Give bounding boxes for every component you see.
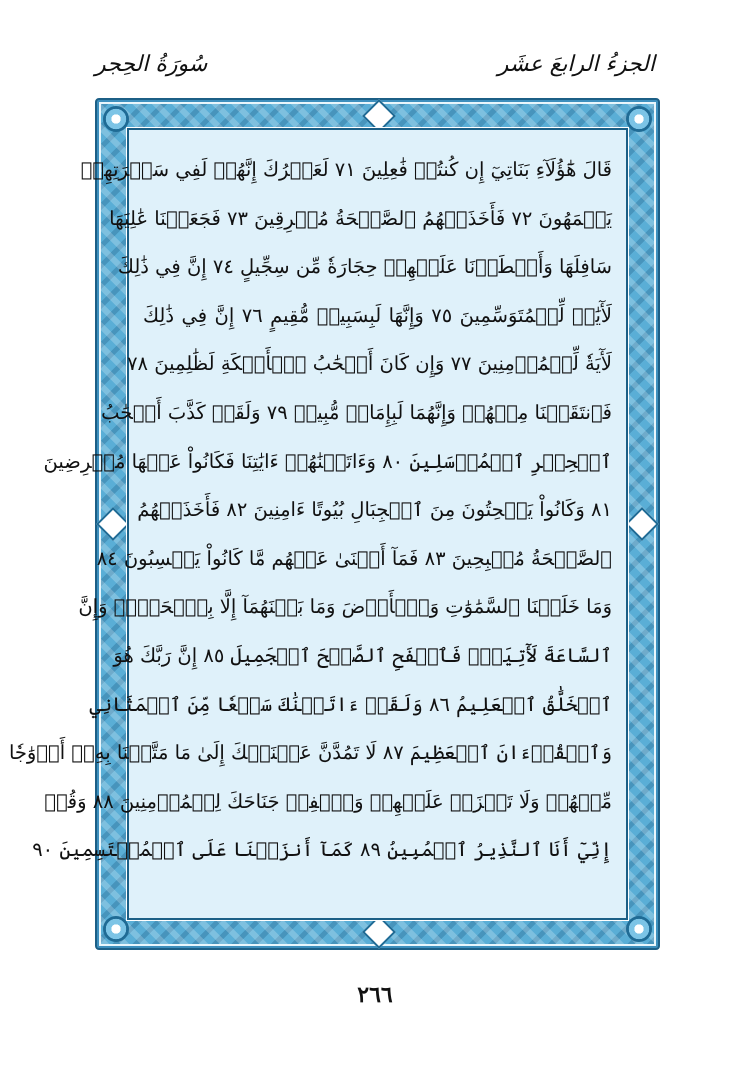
verse-line: ٱلصَّيۡحَةُ مُصۡبِحِينَ ٨٣ فَمَآ أَغۡنَىٰ عَنۡهُم مَّا كَانُواْ يَكۡسِبُونَ ٨٤ [96, 546, 612, 570]
surah-title: سُورَةُ الحِجر [95, 52, 208, 77]
corner-rosette-icon [103, 106, 129, 132]
verse-line: ٱلۡخَلَّٰقُ ٱلۡعَلِيمُ ٨٦ وَلَقَدۡ ءَاتَيۡنَٰكَ سَبۡعٗا مِّنَ ٱلۡمَثَانِي [89, 692, 612, 716]
ornamental-frame [8, 98, 660, 950]
verse-line: إِنِّيٓ أَنَا ٱلنَّذِيرُ ٱلۡمُبِينُ ٨٩ كَمَآ أَنزَلۡنَا عَلَى ٱلۡمُقۡتَسِمِينَ ٩٠ [32, 838, 612, 862]
verse-line: ٱلسَّاعَةَ لَأٓتِيَةٞۖ فَٱصۡفَحِ ٱلصَّفۡحَ ٱلۡجَمِيلَ ٨٥ إِنَّ رَبَّكَ هُوَ [113, 643, 612, 667]
corner-rosette-icon [103, 916, 129, 942]
corner-rosette-icon [626, 916, 652, 942]
text-area [8, 128, 628, 920]
verse-line: سَافِلَهَا وَأَمۡطَرۡنَا عَلَيۡهِمۡ حِجَارَةٗ مِّن سِجِّيلٍ ٧٤ إِنَّ فِي ذَٰلِكَ [117, 255, 612, 279]
verse-line: ٨١ وَكَانُواْ يَنۡحِتُونَ مِنَ ٱلۡجِبَالِ بُيُوتًا ءَامِنِينَ ٨٢ فَأَخَذَتۡهُمُ [137, 498, 612, 522]
verse-line: ٱلۡحِجۡرِ ٱلۡمُرۡسَلِينَ ٨٠ وَءَاتَيۡنَٰهُمۡ ءَايَٰتِنَا فَكَانُواْ عَنۡهَا مُعۡرِضِينَ [43, 449, 612, 473]
verse-line: يَعۡمَهُونَ ٧٢ فَأَخَذَتۡهُمُ ٱلصَّيۡحَةُ مُشۡرِقِينَ ٧٣ فَجَعَلۡنَا عَٰلِيَهَا [109, 206, 612, 230]
page-header [95, 50, 655, 90]
juz-title: الجزءُ الرابعَ عشَر [497, 52, 655, 77]
verse-line: مِّنۡهُمۡ وَلَا تَحۡزَنۡ عَلَيۡهِمۡ وَٱخۡفِضۡ جَنَاحَكَ لِلۡمُؤۡمِنِينَ ٨٨ وَقُلۡ [44, 789, 612, 813]
verse-line: قَالَ هَٰٓؤُلَآءِ بَنَاتِيٓ إِن كُنتُمۡ فَٰعِلِينَ ٧١ لَعَمۡرُكَ إِنَّهُمۡ لَفِي سَكۡرَتِهِمۡ [80, 158, 612, 181]
verse-line: فَٱنتَقَمۡنَا مِنۡهُمۡ وَإِنَّهُمَا لَبِإِمَامٖ مُّبِينٖ ٧٩ وَلَقَدۡ كَذَّبَ أَصۡحَٰبُ [101, 400, 612, 424]
corner-rosette-icon [626, 106, 652, 132]
verse-line: وَمَا خَلَقۡنَا ٱلسَّمَٰوَٰتِ وَٱلۡأَرۡضَ وَمَا بَيۡنَهُمَآ إِلَّا بِٱلۡحَقِّۗ وَإِنَّ [78, 595, 612, 619]
verse-line: وَٱلۡقُرۡءَانَ ٱلۡعَظِيمَ ٨٧ لَا تَمُدَّنَّ عَيۡنَيۡكَ إِلَىٰ مَا مَتَّعۡنَا بِهِۦٓ أَزۡوَٰجٗا [8, 741, 612, 765]
page-number: ٢٦٦ [357, 982, 393, 1008]
verse-line: لَأٓيَٰتٖ لِّلۡمُتَوَسِّمِينَ ٧٥ وَإِنَّهَا لَبِسَبِيلٖ مُّقِيمٍ ٧٦ إِنَّ فِي ذَٰلِكَ [143, 303, 612, 327]
verse-line: لَأٓيَةٗ لِّلۡمُؤۡمِنِينَ ٧٧ وَإِن كَانَ أَصۡحَٰبُ ٱلۡأَيۡكَةِ لَظَٰلِمِينَ ٧٨ [127, 352, 612, 376]
verse-lines [8, 146, 612, 875]
